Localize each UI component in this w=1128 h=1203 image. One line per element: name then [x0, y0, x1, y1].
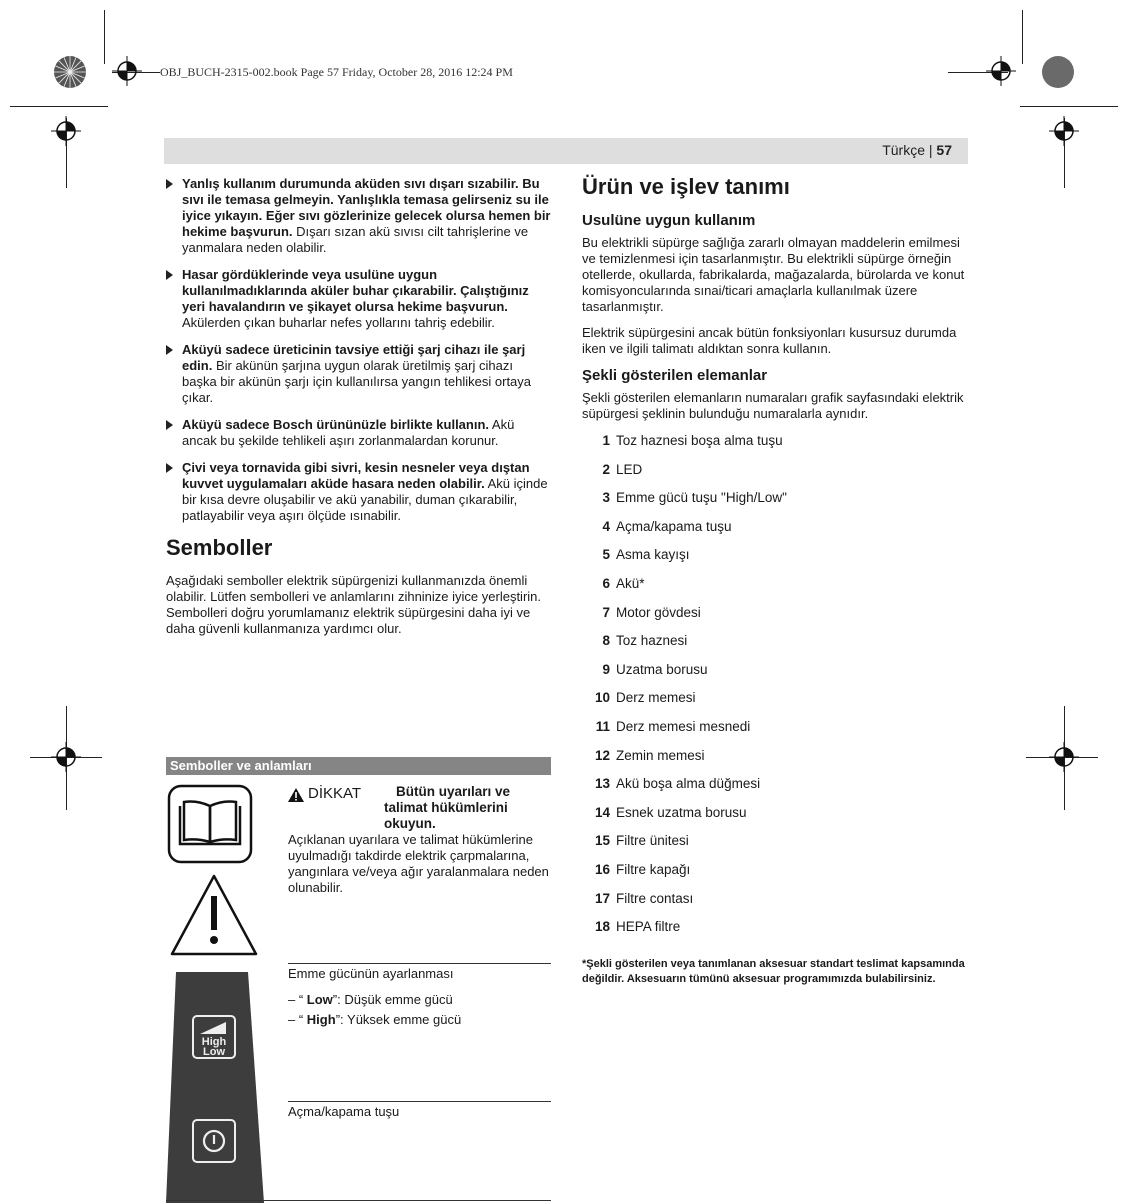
list-item: 1 Toz haznesi boşa alma tuşu: [602, 433, 783, 448]
button-high-label: High: [201, 1036, 227, 1048]
components-intro: Şekli gösterilen elemanların numaraları grafik sayfasındaki elektrik süpürgesi şeklinin bulunduğu numaralarla aynıdır.: [582, 390, 964, 421]
table-divider: [288, 1101, 551, 1102]
list-item: 16 Filtre kapağı: [594, 861, 691, 877]
components-list: [582, 432, 972, 947]
safety-bullet: Aküyü sadece Bosch ürününüzle birlikte kullanın. Akü ancak bu şekilde tehlikeli aşırı zorlanmalardan korunur.: [166, 417, 551, 449]
list-item: 14 Esnek uzatma borusu: [594, 804, 747, 820]
intended-use-paragraph: Elektrik süpürgesini ancak bütün fonksiyonları kusursuz durumda iken ve ilgili talimatı aldıktan sonra kullanın.: [582, 325, 957, 356]
list-item: 17 Filtre contası: [594, 890, 694, 906]
list-item: 15 Filtre ünitesi: [594, 833, 689, 849]
list-item: 7 Motor gövdesi: [602, 604, 701, 620]
safety-bullet: Yanlış kullanım durumunda aküden sıvı dışarı sızabilir. Bu sıvı ile temasa gelmeyin. Yanlışlıkla temasa gelirseniz su ile iyice yıkayın. Eğer sıvı gözlerinize gelecek olursa hemen bir hekime başvurun. Dışarı sızan akü sıvısı cilt tahrişlerine ve yanmalara neden olabilir.: [166, 176, 551, 256]
intended-use-paragraph: Bu elektrikli süpürge sağlığa zararlı olmayan maddelerin emilmesi ve temizlenmesi için tasarlanmıştır. Bu elektrikli süpürge örneğin otellerde, okullarda, fabrikalarda, mağazalarda, bürolarda ve konut komisyoncularında sınai/ticari amaçlarla kullanılmak üzere tasarlanmıştır.: [582, 235, 965, 314]
warning-text: Açıklanan uyarılara ve talimat hükümlerine uyulmadığı takdirde elektrik çarpmalarına, yangınlara ve/veya ağır yaralanmalara neden olunabilir.: [288, 832, 549, 895]
warning-signal-word: DİKKAT: [308, 785, 362, 802]
warning-triangle-icon: [172, 876, 256, 954]
suction-low-line: – “ Low”: Düşük emme gücü: [288, 992, 453, 1007]
list-item: 11 Derz memesi mesnedi: [595, 718, 751, 734]
header-separator: |: [925, 142, 937, 158]
list-item: 8 Toz haznesi: [602, 633, 688, 649]
bullet-triangle-icon: [166, 463, 173, 473]
list-item: 4 Açma/kapama tuşu: [602, 518, 732, 534]
accessory-footnote: *Şekli gösterilen veya tanımlanan aksesuar standart teslimat kapsamında değildir. Aksesuarın tümünü aksesuar programımızda bulabilirsiniz.: [582, 957, 965, 985]
safety-bullet: Hasar gördüklerinde veya usulüne uygun kullanılmadıklarında aküler buhar çıkarabilir. Çalıştığınız yeri havalandırın ve şikayet olursa hekime başvurun. Akülerden çıkan buharlar nefes yollarını tahriş edebilir.: [166, 267, 551, 331]
crosshair-mark: [1049, 742, 1079, 772]
bullet-triangle-icon: [166, 345, 173, 355]
symbol-icons-read-manual: [166, 784, 262, 960]
table-divider: [288, 963, 551, 964]
book-icon: [180, 802, 240, 845]
crosshair-mark: [112, 56, 142, 86]
intended-use-heading: Usulüne uygun kullanım: [582, 212, 756, 229]
registration-circle-right: [1040, 54, 1076, 90]
list-item: 9 Uzatma borusu: [602, 661, 708, 677]
symbols-intro: Aşağıdaki semboller elektrik süpürgenizi kullanmanızda önemli olabilir. Lütfen sembolleri ve anlamlarını zihninize iyice yerleştirin. Sembolleri doğru yorumlamanız elektrik süpürgesini daha iyi ve daha güvenli kullanmanıza yardımcı olur.: [166, 573, 542, 636]
right-column: [582, 172, 972, 987]
crosshair-mark: [51, 742, 81, 772]
onoff-title: Açma/kapama tuşu: [288, 1104, 400, 1119]
symbols-table-header: Semboller ve anlamları: [166, 757, 551, 775]
suction-control-panel: [166, 972, 266, 1203]
components-heading: Şekli gösterilen elemanlar: [582, 367, 768, 384]
bullet-triangle-icon: [166, 420, 173, 430]
list-item: 5 Asma kayışı: [602, 547, 690, 563]
table-bottom-rule: [166, 1200, 551, 1201]
page-number: 57: [936, 142, 952, 158]
list-item: 12 Zemin memesi: [594, 747, 705, 763]
safety-bullet: Çivi veya tornavida gibi sivri, kesin nesneler veya dıştan kuvvet uygulamaları aküde hasara neden olabilir. Akü içinde bir kısa devre oluşabilir ve akü yanabilir, duman çıkarabilir, patlayabilir veya aşırı ölçüde ısınabilir.: [166, 460, 551, 524]
page-header: [164, 138, 968, 164]
suction-high-line: – “ High”: Yüksek emme gücü: [288, 1012, 462, 1027]
symbols-heading: Semboller: [166, 535, 273, 560]
list-item: 10 Derz memesi: [594, 690, 696, 706]
product-description-heading: Ürün ve işlev tanımı: [582, 174, 790, 199]
crosshair-mark: [51, 116, 81, 146]
list-item: 2 LED: [602, 461, 643, 477]
crosshair-mark: [986, 56, 1016, 86]
bullet-triangle-icon: [166, 270, 173, 280]
header-language: Türkçe: [882, 142, 925, 158]
list-item: 13 Akü boşa alma düğmesi: [594, 776, 761, 792]
print-info: OBJ_BUCH-2315-002.book Page 57 Friday, October 28, 2016 12:24 PM: [160, 65, 513, 79]
list-item: 18 HEPA filtre: [594, 919, 681, 935]
button-low-label: Low: [203, 1046, 225, 1058]
safety-bullet: Aküyü sadece üreticinin tavsiye ettiği şarj cihazı ile şarj edin. Bir akünün şarjına uygun olarak üretilmiş şarj cihazı başka bir akünün şarjı için kullanılırsa yangın tehlikesi ortaya çıkar.: [166, 342, 551, 406]
registration-rosette-left: [52, 54, 88, 90]
crosshair-mark: [1049, 116, 1079, 146]
suction-title: Emme gücünün ayarlanması: [288, 966, 454, 981]
left-column: [166, 176, 551, 647]
warning-small-icon: [287, 787, 305, 803]
bullet-triangle-icon: [166, 179, 173, 189]
list-item: 6 Akü*: [602, 575, 645, 591]
list-item: 3 Emme gücü tuşu "High/Low": [602, 490, 787, 506]
warning-bold-text: Bütün uyarıları ve talimat hükümlerini okuyun.: [384, 784, 511, 831]
